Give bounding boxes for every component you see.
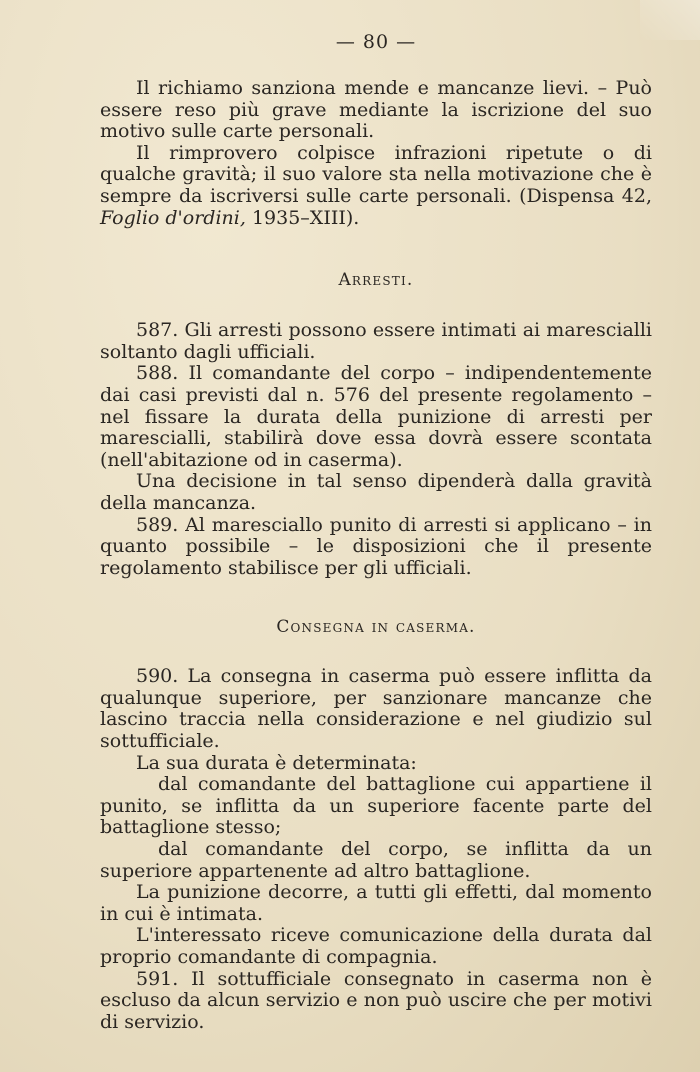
document-page xyxy=(100,30,652,1033)
paragraph-589: 589. Al maresciallo punito di arresti si applicano – in quanto possibile – le disposizioni che il presente regolamento stabilisce per gli ufficiali. xyxy=(100,513,652,579)
paragraph-591: 591. Il sottufficiale consegnato in caserma non è escluso da alcun servizio e non può uscire che per motivi di servizio. xyxy=(100,967,652,1033)
paragraph-590-comunicazione: L'interessato riceve comunicazione della durata dal proprio comandante di compagnia. xyxy=(100,924,652,968)
paragraph-rimprovero xyxy=(100,143,652,229)
paragraph-588-decision: Una decisione in tal senso dipenderà dalla gravità della mancanza. xyxy=(100,470,652,514)
paragraph-590-battaglione: dal comandante del battaglione cui appartiene il punito, se inflitta da un superiore facente parte del battaglione stesso; xyxy=(100,773,652,839)
paragraph-590-durata: La sua durata è determinata: xyxy=(136,751,417,774)
paragraph-richiamo: Il richiamo sanziona mende e mancanze lievi. – Può essere reso più grave mediante la iscrizione del suo motivo sulle carte personali. xyxy=(100,77,652,143)
paragraph-587: 587. Gli arresti possono essere intimati ai marescialli soltanto dagli ufficiali. xyxy=(100,319,652,363)
paragraph-590-corpo: dal comandante del corpo, se inflitta da un superiore appartenente ad altro battaglione. xyxy=(100,838,652,882)
section-heading-arresti: Arresti. xyxy=(338,270,414,291)
page-number: — 80 — xyxy=(335,31,417,53)
rimprovero-date: 1935–XIII). xyxy=(251,206,360,229)
section-heading-consegna: Consegna in caserma. xyxy=(276,617,476,638)
foglio-ordini-italic: Foglio d'ordini, xyxy=(100,206,246,229)
paragraph-590-decorre: La punizione decorre, a tutti gli effetti, dal momento in cui è intimata. xyxy=(100,881,652,925)
paragraph-590: 590. La consegna in caserma può essere inflitta da qualunque superiore, per sanzionare mancanze che lascino traccia nella considerazione e nel giudizio sul sottufficiale. xyxy=(100,665,652,753)
rimprovero-text: Il rimprovero colpisce infrazioni ripetute o di qualche gravità; il suo valore sta nella motivazione che è sempre da iscriversi sulle carte personali. (Dispensa 42, xyxy=(100,141,652,207)
paragraph-588: 588. Il comandante del corpo – indipendentemente dai casi previsti dal n. 576 del presente regolamento – nel fissare la durata della punizione di arresti per marescialli, stabilirà dove essa dovrà essere scontata (nell'abitazione od in caserma). xyxy=(100,362,652,471)
